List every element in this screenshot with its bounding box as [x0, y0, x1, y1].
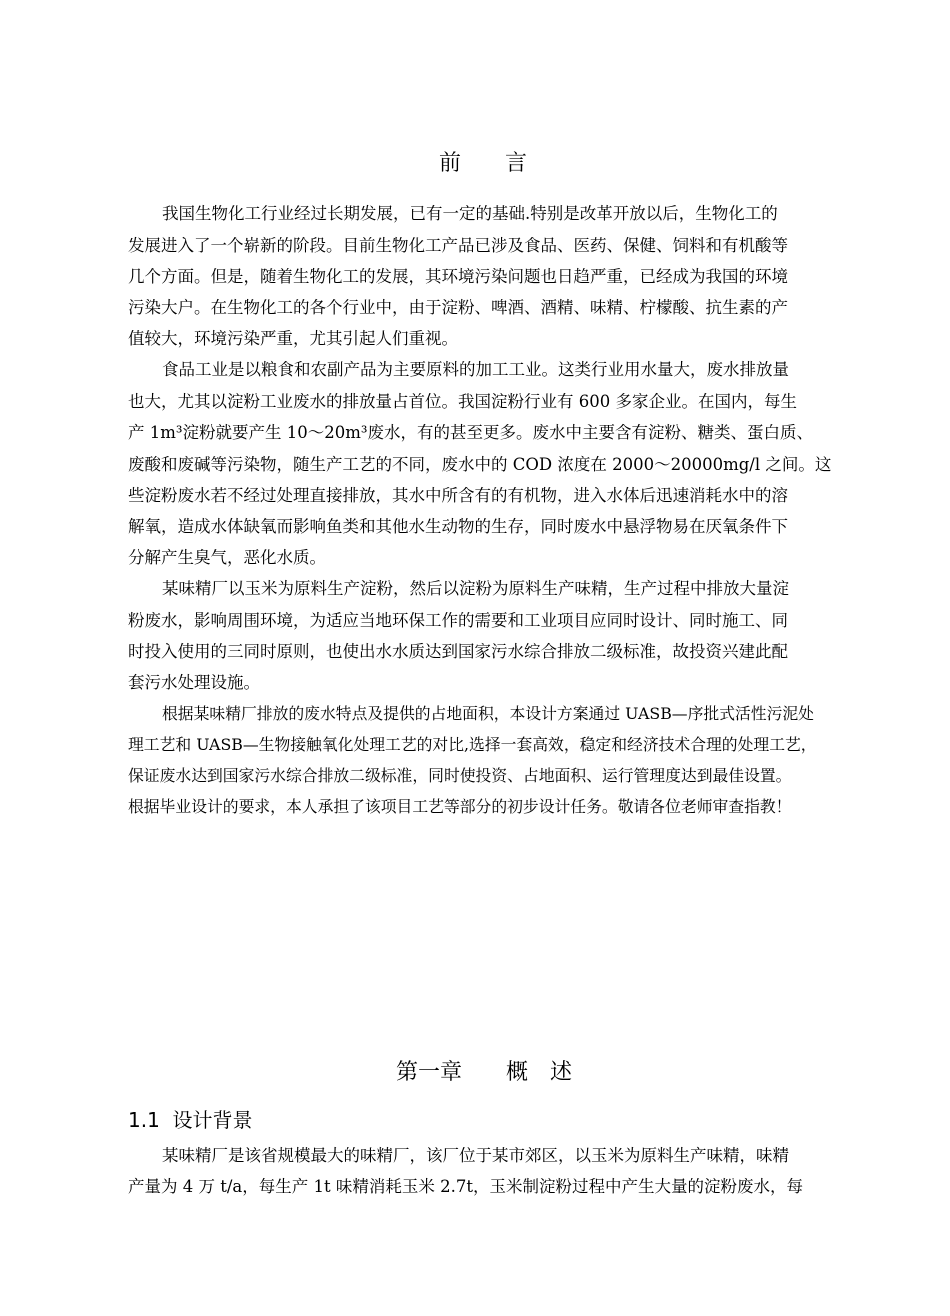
- text-line: 食品工业是以粮食和农副产品为主要原料的加工工业。这类行业用水量大，废水排放量: [162, 360, 789, 379]
- text-line: 某味精厂是该省规模最大的味精厂，该厂位于某市郊区，以玉米为原料生产味精，味精: [162, 1146, 789, 1165]
- preface-title: 前 言: [439, 151, 528, 176]
- section-title: 1.1 设计背景: [128, 1108, 253, 1132]
- text-line: 根据某味精厂排放的废水特点及提供的占地面积，本设计方案通过 UASB—序批式活性污泥处: [162, 704, 814, 723]
- text-line: 几个方面。但是，随着生物化工的发展，其环境污染问题也日趋严重，已经成为我国的环境: [128, 267, 788, 286]
- text-line: 发展进入了一个崭新的阶段。目前生物化工产品已涉及食品、医药、保健、饲料和有机酸等: [128, 236, 788, 255]
- text-line: 套污水处理设施。: [128, 673, 260, 692]
- text-line: 时投入使用的三同时原则，也使出水水质达到国家污水综合排放二级标准，故投资兴建此配: [128, 642, 788, 661]
- text-line: 废酸和废碱等污染物，随生产工艺的不同，废水中的 COD 浓度在 2000～20000mg/l 之间。这: [128, 455, 832, 474]
- text-line: 产 1m³淀粉就要产生 10～20m³废水，有的甚至更多。废水中主要含有淀粉、糖类、蛋白质、: [128, 423, 813, 442]
- text-line: 根据毕业设计的要求，本人承担了该项目工艺等部分的初步设计任务。敬请各位老师审查指教！: [128, 797, 792, 816]
- text-line: 值较大，环境污染严重，尤其引起人们重视。: [128, 329, 458, 348]
- text-line: 也大，尤其以淀粉工业废水的排放量占首位。我国淀粉行业有 600 多家企业。在国内，每生: [128, 392, 797, 411]
- text-line: 保证废水达到国家污水综合排放二级标准，同时使投资、占地面积、运行管理度达到最佳设置。: [128, 766, 792, 785]
- text-line: 解氧，造成水体缺氧而影响鱼类和其他水生动物的生存，同时废水中悬浮物易在厌氧条件下: [128, 517, 788, 536]
- text-line: 粉废水，影响周围环境，为适应当地环保工作的需要和工业项目应同时设计、同时施工、同: [128, 611, 788, 630]
- text-line: 污染大户。在生物化工的各个行业中，由于淀粉、啤酒、酒精、味精、柠檬酸、抗生素的产: [128, 298, 788, 317]
- text-line: 些淀粉废水若不经过处理直接排放，其水中所含有的有机物，进入水体后迅速消耗水中的溶: [128, 486, 788, 505]
- text-line: 产量为 4 万 t/a，每生产 1t 味精消耗玉米 2.7t，玉米制淀粉过程中产生大量的淀粉废水，每: [128, 1177, 803, 1196]
- text-line: 理工艺和 UASB—生物接触氧化处理工艺的对比,选择一套高效，稳定和经济技术合理的处理工艺，: [128, 735, 817, 754]
- chapter-title: 第一章 概 述: [396, 1060, 573, 1085]
- text-line: 某味精厂以玉米为原料生产淀粉，然后以淀粉为原料生产味精，生产过程中排放大量淀: [162, 579, 789, 598]
- text-line: 我国生物化工行业经过长期发展，已有一定的基础.特别是改革开放以后，生物化工的: [162, 204, 778, 223]
- text-line: 分解产生臭气，恶化水质。: [128, 548, 326, 567]
